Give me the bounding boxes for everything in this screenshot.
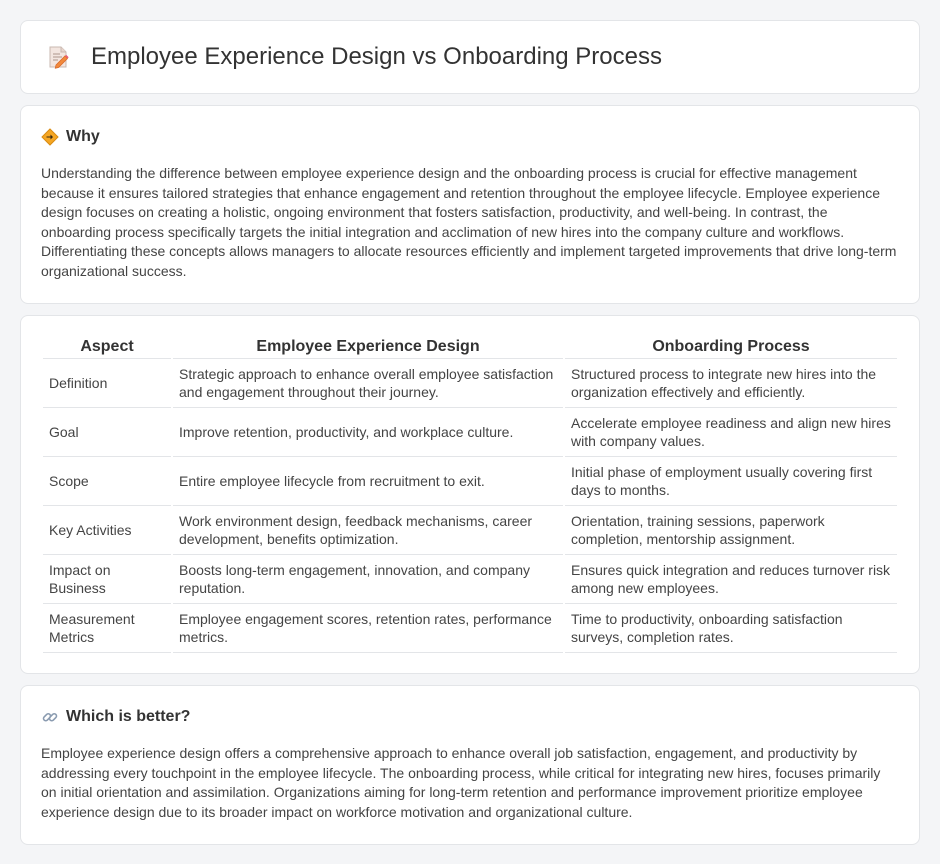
why-title: Why — [66, 128, 100, 145]
employee-experience-cell: Strategic approach to enhance overall employee satisfaction and engagement throughout their journey. — [173, 359, 563, 408]
onboarding-cell: Accelerate employee readiness and align new hires with company values. — [565, 408, 897, 457]
which-is-better-section — [20, 685, 920, 845]
table-row — [43, 555, 897, 604]
aspect-cell: Definition — [43, 359, 171, 408]
why-section — [20, 105, 920, 304]
link-icon — [41, 708, 59, 726]
which-is-better-body: Employee experience design offers a comprehensive approach to enhance overall job satisfaction, engagement, and productivity by addressing every touchpoint in the employee lifecycle. The onboarding process, while critical for integrating new hires, focuses primarily on initial orientation and assimilation. Organizations aiming for long-term retention and performance improvement prioritize employee experience design due to its broader impact on workforce motivation and organizational culture. — [41, 745, 881, 820]
why-body: Understanding the difference between employee experience design and the onboarding process is crucial for effective management because it ensures tailored strategies that enhance engagement and retention throughout the employee lifecycle. Employee experience design focuses on creating a holistic, ongoing environment that fosters satisfaction, productivity, and well-being. In contrast, the onboarding process specifically targets the initial integration and acclimation of new hires into the company culture and workflows. Differentiating these concepts allows managers to allocate resources efficiently and implement targeted improvements that drive long-term organizational success. — [41, 165, 897, 279]
which-is-better-title: Which is better? — [66, 708, 191, 725]
table-row — [43, 457, 897, 506]
header-card — [20, 20, 920, 94]
aspect-cell: Measurement Metrics — [43, 604, 171, 653]
onboarding-cell: Time to productivity, onboarding satisfaction surveys, completion rates. — [565, 604, 897, 653]
aspect-cell: Impact on Business — [43, 555, 171, 604]
employee-experience-cell: Boosts long-term engagement, innovation, and company reputation. — [173, 555, 563, 604]
aspect-cell: Scope — [43, 457, 171, 506]
header-onboarding-process: Onboarding Process — [565, 336, 897, 359]
diamond-sign-icon — [41, 128, 59, 146]
onboarding-cell: Initial phase of employment usually covering first days to months. — [565, 457, 897, 506]
aspect-cell: Key Activities — [43, 506, 171, 555]
document-pencil-icon — [45, 44, 71, 70]
onboarding-cell: Ensures quick integration and reduces turnover risk among new employees. — [565, 555, 897, 604]
comparison-table-card — [20, 315, 920, 674]
employee-experience-cell: Improve retention, productivity, and workplace culture. — [173, 408, 563, 457]
which-is-better-header — [41, 708, 899, 726]
table-row — [43, 408, 897, 457]
onboarding-cell: Orientation, training sessions, paperwork completion, mentorship assignment. — [565, 506, 897, 555]
employee-experience-cell: Entire employee lifecycle from recruitment to exit. — [173, 457, 563, 506]
table-header-row — [43, 336, 897, 359]
why-header — [41, 128, 899, 146]
aspect-cell: Goal — [43, 408, 171, 457]
page-title: Employee Experience Design vs Onboarding Process — [91, 43, 662, 70]
employee-experience-cell: Work environment design, feedback mechanisms, career development, benefits optimization. — [173, 506, 563, 555]
table-row — [43, 359, 897, 408]
onboarding-cell: Structured process to integrate new hires into the organization effectively and efficiently. — [565, 359, 897, 408]
comparison-table — [41, 336, 899, 653]
header-aspect: Aspect — [43, 336, 171, 359]
header-employee-experience-design: Employee Experience Design — [173, 336, 563, 359]
table-row — [43, 604, 897, 653]
employee-experience-cell: Employee engagement scores, retention rates, performance metrics. — [173, 604, 563, 653]
table-row — [43, 506, 897, 555]
